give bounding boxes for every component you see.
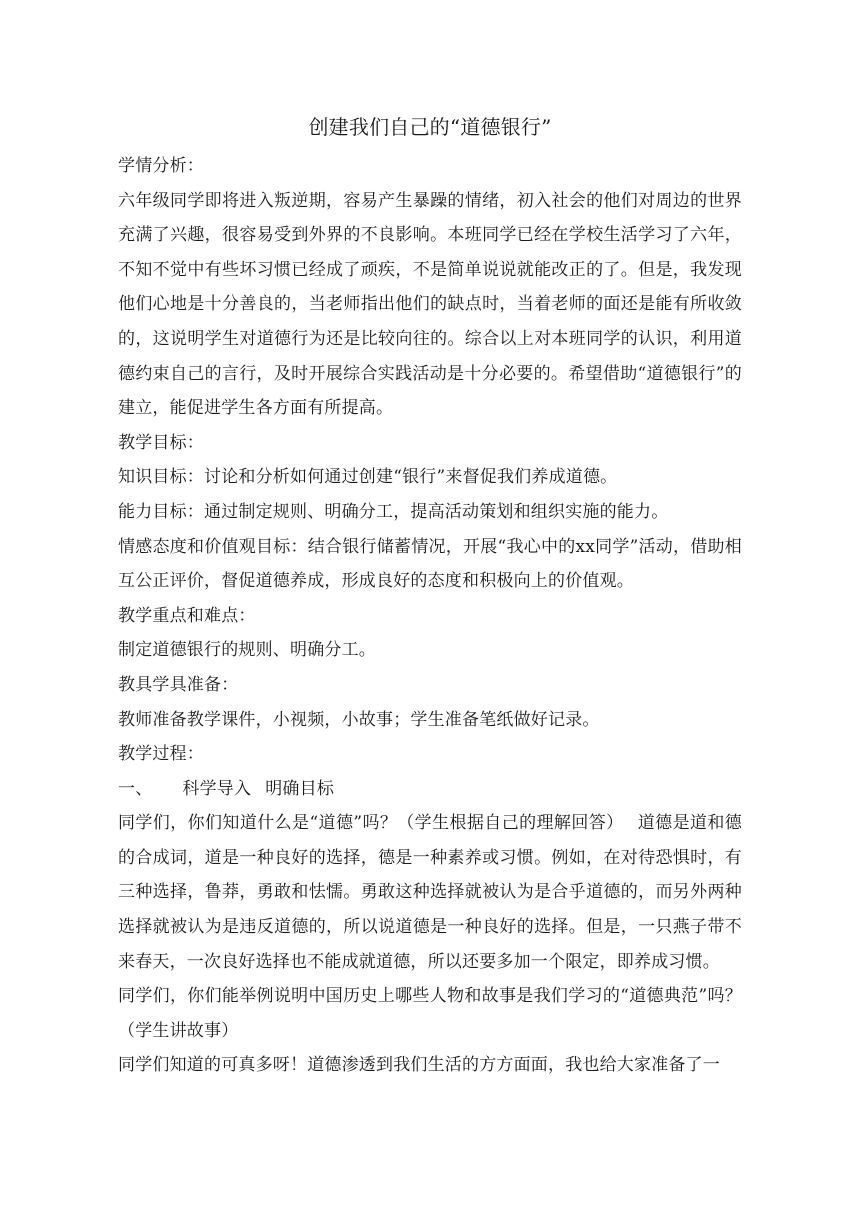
section-subtitle: 明确目标 <box>265 778 335 799</box>
keypoints-heading: 教学重点和难点： <box>118 605 256 626</box>
document-title: 创建我们自己的“道德银行” <box>308 115 552 139</box>
materials-heading: 教具学具准备： <box>118 674 239 695</box>
process-paragraph-3: 同学们知道的可真多呀！道德渗透到我们生活的方方面面，我也给大家准备了一 <box>118 1055 720 1076</box>
materials-paragraph: 教师准备教学课件，小视频，小故事；学生准备笔纸做好记录。 <box>118 709 600 730</box>
process-question: 同学们，你们知道什么是“道德”吗？（学生根据自己的理解回答） <box>118 813 624 834</box>
section-title: 科学导入 <box>182 778 252 799</box>
keypoints-paragraph: 制定道德银行的规则、明确分工。 <box>118 640 376 661</box>
process-heading: 教学过程： <box>118 744 204 765</box>
analysis-paragraph: 六年级同学即将进入叛逆期，容易产生暴躁的情绪，初入社会的他们对周边的世界充满了兴趣，很容易受到外界的不良影响。本班同学已经在学校生活学习了六年，不知不觉中有些坏习惯已经成了顽疾，不是简单说说就能改正的了。但是，我发现他们心地是十分善良的，当老师指出他们的缺点时，当着老师的面还是能有所收敛的，这说明学生对道德行为还是比较向往的。综合以上对本班同学的认识，利用道德约束自己的言行，及时开展综合实践活动是十分必要的。希望借助“道德银行”的建立，能促进学生各方面有所提高。 <box>118 190 742 419</box>
goals-heading: 教学目标： <box>118 432 204 453</box>
section-number: 一、 <box>118 778 153 799</box>
process-explanation: 道德是道和德的合成词，道是一种良好的选择，德是一种素养或习惯。例如，在对待恐惧时，有三种选择，鲁莽，勇敢和怯懦。勇敢这种选择就被认为是合乎道德的，而另外两种选择就被认为是违反道德的，所以说道德是一种良好的选择。但是，一只燕子带不来春天，一次良好选择也不能成就道德，所以还要多加一个限定，即养成习惯。 <box>118 813 742 972</box>
section-heading <box>118 772 742 807</box>
process-paragraph-1 <box>118 806 742 979</box>
analysis-heading: 学情分析： <box>118 156 204 176</box>
process-paragraph-2: 同学们，你们能举例说明中国历史上哪些人物和故事是我们学习的“道德典范”吗？（学生讲故事） <box>118 986 742 1041</box>
goal-emotion: 情感态度和价值观目标：结合银行储蓄情况，开展“我心中的xx同学”活动，借助相互公正评价，督促道德养成，形成良好的态度和积极向上的价值观。 <box>118 536 742 592</box>
document-page <box>118 109 742 1083</box>
goal-ability: 能力目标：通过制定规则、明确分工，提高活动策划和组织实施的能力。 <box>118 501 669 522</box>
goal-knowledge: 知识目标：讨论和分析如何通过创建“银行”来督促我们养成道德。 <box>118 467 618 488</box>
